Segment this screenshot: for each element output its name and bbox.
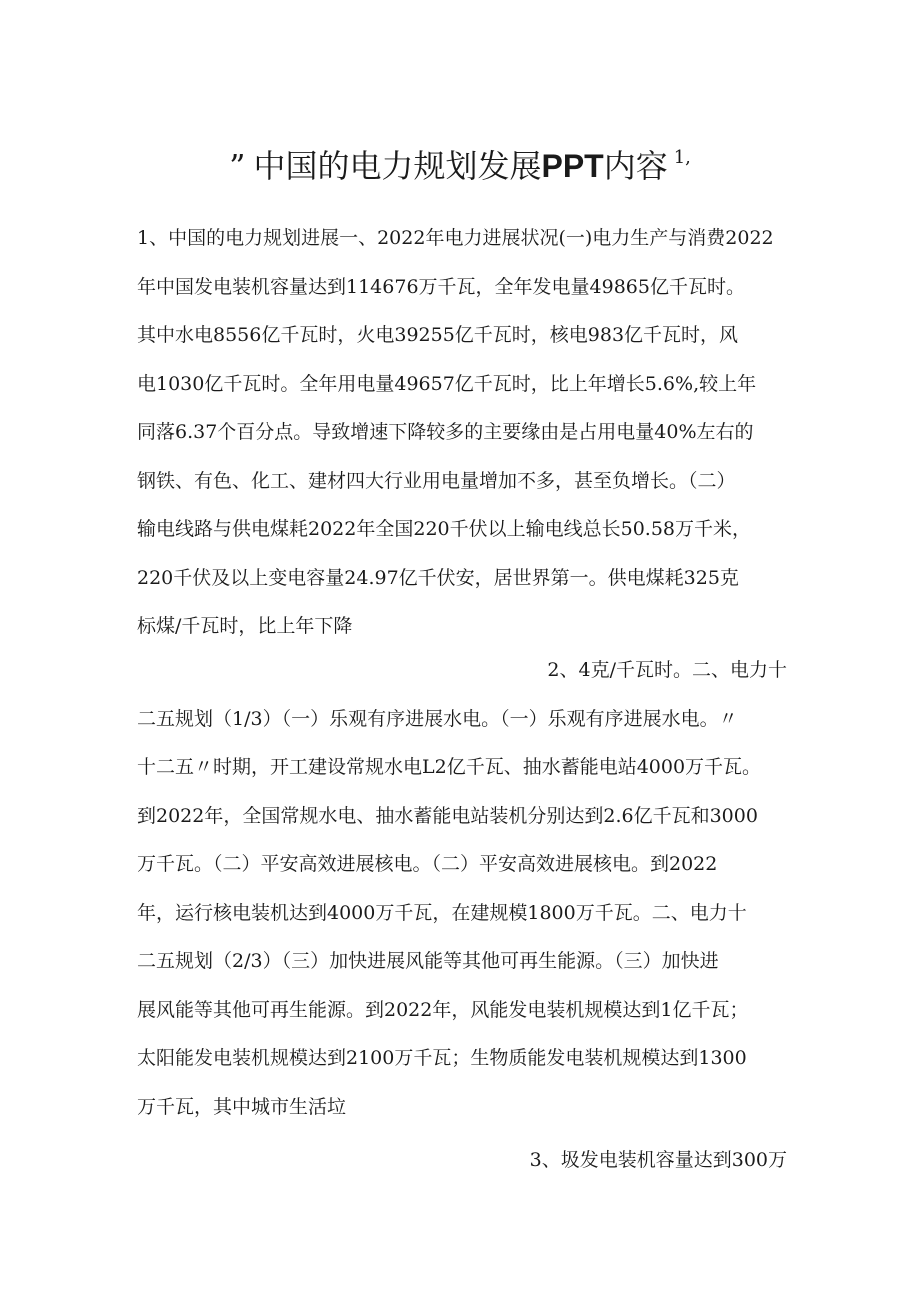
paragraph-1 (137, 214, 787, 651)
paragraph-line: 220千伏及以上变电容量24.97亿千伏安，居世界第一。供电煤耗325克 (137, 566, 739, 589)
paragraph-line: 年中国发电装机容量达到114676万千瓦，全年发电量49865亿千瓦时。 (137, 275, 745, 298)
paragraph-line: 标煤/千瓦时，比上年下降 (137, 615, 353, 637)
paragraph-line: 同落6.37个百分点。导致增速下降较多的主要缘由是占用电量40%左右的 (137, 421, 754, 443)
paragraph-line: 年，运行核电装机达到4000万千瓦，在建规模1800万千瓦。二、电力十 (137, 901, 747, 924)
paragraph-line: 其中水电8556亿千瓦时，火电39255亿千瓦时，核电983亿千瓦时，风 (137, 324, 739, 346)
paragraph-line: 到2022年，全国常规水电、抽水蓄能电站装机分别达到2.6亿千瓦和3000 (137, 804, 758, 827)
paragraph-line: 展风能等其他可再生能源。到2022年，风能发电装机规模达到1亿千瓦； (137, 998, 749, 1021)
title-prefix: 中国的电力规划发展 (253, 147, 542, 185)
paragraph-line: 2、4克/千瓦时。二、电力十 (547, 659, 787, 681)
paragraph-line: 二五规划（1/3）（一）乐观有序进展水电。（一）乐观有序进展水电。〃 (137, 707, 738, 730)
paragraph-line: 太阳能发电装机规模达到2100万千瓦；生物质能发电装机规模达到1300 (137, 1047, 747, 1069)
title-suffix: 内容 (603, 147, 668, 185)
title-quote-mark: ” (229, 147, 246, 185)
paragraph-line: 万千瓦。（二）平安高效进展核电。（二）平安高效进展核电。到2022 (137, 853, 718, 875)
paragraph-line: 十二五〃时期，开工建设常规水电L2亿千瓦、抽水蓄能电站4000万千瓦。 (137, 756, 762, 778)
paragraph-line: 万千瓦，其中城市生活垃 (137, 1095, 347, 1118)
title-superscript: 1, (673, 147, 691, 168)
title-ppt: PPT (541, 148, 604, 184)
paragraph-line: 二五规划（2/3）（三）加快进展风能等其他可再生能源。（三）加快进 (137, 950, 719, 972)
paragraph-line: 电1030亿千瓦时。全年用电量49657亿千瓦时，比上年增长5.6%,较上年 (137, 372, 757, 395)
paragraph-3 (137, 1136, 787, 1185)
document-title (140, 136, 780, 188)
paragraph-line: 1、中国的电力规划进展一、2022年电力进展状况(一)电力生产与消费2022 (137, 227, 774, 249)
paragraph-line: 3、圾发电装机容量达到300万 (529, 1149, 787, 1171)
paragraph-line: 输电线路与供电煤耗2022年全国220千伏以上输电线总长50.58万千米， (137, 518, 752, 540)
paragraph-line: 钢铁、有色、化工、建材四大行业用电量增加不多，甚至负增长。（二） (137, 469, 736, 492)
paragraph-2 (137, 646, 787, 1131)
